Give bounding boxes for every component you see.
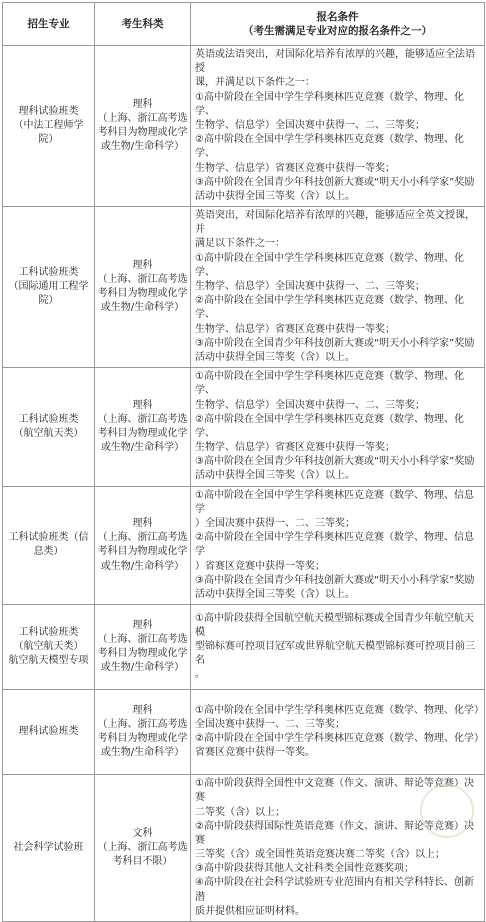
subject-line: （上海、浙江高考选 — [97, 633, 188, 645]
major-cell — [3, 690, 95, 775]
subject-cell — [95, 368, 191, 487]
conditions-line: ②高中阶段在全国中学生学科奥林匹克竞赛（数学、物理、化学） — [195, 733, 484, 745]
conditions-line: 型锦标赛可控项目冠军或世界航空航天模型锦标赛可控项目前三名 — [195, 641, 475, 667]
major-cell — [3, 486, 95, 605]
conditions-line: ③高中阶段在全国青少年科技创新大赛或“明天小小科学家”奖励 — [195, 337, 475, 349]
conditions-line: ①高中阶段在全国中学生学科奥林匹克竞赛（数学、物理、信息学 — [195, 489, 474, 515]
subject-line: 或生物/生命科学） — [100, 662, 185, 674]
subject-line: 或生物/生命科学） — [100, 442, 185, 454]
major-line: 航空航天模型专项 — [8, 655, 89, 667]
conditions-line: 生物学、信息学）全国决赛中获得一、二、三等奖； — [195, 281, 425, 292]
major-cell — [3, 368, 95, 487]
major-cell — [3, 46, 95, 207]
major-line: 理科试验班类 — [18, 726, 79, 738]
header-subject: 考生科类 — [95, 3, 191, 46]
table-row — [3, 368, 485, 487]
major-line: 社会科学试验班 — [13, 841, 84, 853]
conditions-line: ②高中阶段在全国中学生学科奥林匹克竞赛（数学、物理、化学、 — [195, 295, 464, 321]
subject-cell — [95, 207, 191, 368]
conditions-line: 活动中获得全国三等奖（含）以上。 — [195, 190, 355, 202]
subject-line: 理科 — [132, 98, 153, 110]
subject-line: 或生物/生命科学） — [100, 747, 185, 759]
conditions-line: ①高中阶段在全国中学生学科奥林匹克竞赛（数学、物理、化学） — [195, 704, 484, 716]
major-line: （中法工程师学 — [13, 119, 84, 131]
conditions-line: ）全国决赛中获得一、二、三等奖； — [195, 518, 355, 529]
conditions-line: 质并提供相应证明材料。 — [195, 905, 305, 917]
subject-line: 理科 — [132, 619, 153, 631]
conditions-line: 活动中获得全国三等奖（含）以上。 — [195, 351, 355, 363]
conditions-line: ②高中阶段在全国中学生学科奥林匹克竞赛（数学、物理、化学、 — [195, 413, 464, 439]
subject-line: 理科 — [132, 704, 153, 716]
major-line: 院） — [38, 134, 59, 146]
conditions-line: 课，并满足以下条件之一： — [195, 77, 315, 89]
major-line: 工科试验班类 — [18, 413, 79, 425]
conditions-line: ①高中阶段获得全国性中文竞赛（作文、演讲、辩论等竞赛）决赛 — [195, 778, 474, 804]
conditions-line: 全国决赛中获得一、二、三等奖； — [195, 718, 345, 730]
conditions-line: 生物学、信息学）省赛区竞赛中获得一等奖； — [195, 323, 395, 335]
subject-line: 或生物/生命科学） — [100, 560, 185, 572]
subject-cell — [95, 775, 191, 922]
conditions-cell — [191, 368, 485, 487]
conditions-line: 英语或法语突出，对国际化培养有浓厚的兴趣，能够适应全法语授 — [195, 49, 475, 75]
table-row — [3, 775, 485, 922]
subject-line: 考科目为物理或化学 — [97, 648, 188, 660]
conditions-cell — [191, 605, 485, 690]
table-header-row — [3, 3, 485, 46]
conditions-line: ②高中阶段在全国中学生学科奥林匹克竞赛（数学、物理、化学、 — [195, 134, 464, 160]
conditions-line: 省赛区竞赛中获得一等奖。 — [195, 747, 315, 759]
conditions-line: 三等奖（含）或全国性英语竞赛决赛二等奖（含）以上； — [195, 849, 445, 861]
major-line: 工科试验班类 — [18, 626, 79, 638]
conditions-line: 活动中获得全国三等奖（含）以上。 — [195, 588, 355, 600]
conditions-line: ④高中阶段在社会科学试验班专业范围内有相关学科特长、创新潜 — [195, 877, 474, 903]
major-line: （国际通用工程学 — [8, 281, 89, 292]
conditions-cell — [191, 207, 485, 368]
subject-line: 或生物/生命科学） — [100, 141, 185, 153]
subject-line: （上海、浙江高考选 — [97, 112, 188, 124]
conditions-line: ①高中阶段在全国中学生学科奥林匹克竞赛（数学、物理、化学、 — [195, 252, 464, 278]
major-line: 工科试验班类 — [18, 266, 79, 278]
conditions-line: ③高中阶段获得其他人文社科类全国性竞赛奖项； — [195, 863, 414, 875]
conditions-line: 生物学、信息学）全国决赛中获得一、二、三等奖； — [195, 399, 425, 411]
major-cell — [3, 207, 95, 368]
conditions-line: ③高中阶段在全国青少年科技创新大赛或“明天小小科学家”奖励 — [195, 456, 475, 468]
conditions-line: 二等奖（含）以上； — [195, 806, 285, 818]
major-cell — [3, 775, 95, 922]
subject-line: （上海、浙江高考选 — [97, 718, 188, 730]
conditions-line: ③高中阶段在全国青少年科技创新大赛或“明天小小科学家”奖励 — [195, 574, 475, 586]
subject-line: （上海、浙江高考选 — [97, 413, 188, 425]
major-line: 工科试验班类（信 — [8, 532, 89, 544]
subject-cell — [95, 486, 191, 605]
conditions-line: 活动中获得全国三等奖（含）以上。 — [195, 470, 355, 482]
header-major: 招生专业 — [3, 3, 95, 46]
subject-cell — [95, 46, 191, 207]
major-line: 理科试验班类 — [18, 105, 79, 117]
table-row — [3, 690, 485, 775]
subject-cell — [95, 605, 191, 690]
conditions-line: ③高中阶段在全国青少年科技创新大赛或“明天小小科学家”奖励 — [195, 176, 475, 188]
conditions-line: ①高中阶段在全国中学生学科奥林匹克竞赛（数学、物理、化学、 — [195, 371, 464, 397]
subject-line: 理科 — [132, 399, 153, 411]
admission-table — [2, 2, 485, 922]
conditions-line: 生物学、信息学）全国决赛中获得一、二、三等奖； — [195, 119, 425, 131]
subject-line: 考科目不限） — [112, 856, 173, 868]
major-line: 院） — [38, 295, 59, 307]
subject-line: 或生物/生命科学） — [100, 302, 185, 314]
header-conditions-title: 报名条件 — [316, 10, 359, 23]
major-line: 息类） — [33, 546, 64, 558]
subject-line: 考科目为物理或化学 — [97, 427, 188, 439]
table-row — [3, 605, 485, 690]
header-conditions — [191, 3, 485, 46]
conditions-line: ②高中阶段在全国中学生学科奥林匹克竞赛（数学、物理、信息学 — [195, 532, 474, 558]
table-row — [3, 486, 485, 605]
subject-line: （上海、浙江高考选 — [97, 532, 188, 544]
conditions-cell — [191, 46, 485, 207]
conditions-line: 生物学、信息学）省赛区竞赛中获得一等奖； — [195, 162, 395, 174]
header-conditions-subtitle: （考生需满足专业对应的报名条件之一） — [243, 25, 432, 37]
conditions-line: ）省赛区竞赛中获得一等奖； — [195, 560, 325, 572]
subject-line: 理科 — [132, 518, 153, 529]
subject-cell — [95, 690, 191, 775]
subject-line: （上海、浙江高考选 — [97, 273, 188, 285]
table-row — [3, 46, 485, 207]
subject-line: 文科 — [132, 827, 153, 839]
major-line: （航空航天类） — [13, 427, 84, 439]
subject-line: （上海、浙江高考选 — [97, 841, 188, 853]
conditions-cell — [191, 690, 485, 775]
conditions-line: 生物学、信息学）省赛区竞赛中获得一等奖； — [195, 442, 395, 454]
table-row — [3, 207, 485, 368]
conditions-line: 英语突出，对国际化培养有浓厚的兴趣，能够适应全英文授课，并 — [195, 210, 475, 236]
conditions-line: 。 — [195, 669, 205, 681]
conditions-line: ②高中阶段获得国际性英语竞赛（作文、演讲、辩论等竞赛）决赛 — [195, 820, 474, 846]
subject-line: 考科目为物理或化学 — [97, 288, 188, 300]
major-cell — [3, 605, 95, 690]
watermark-seal — [420, 784, 474, 838]
conditions-cell — [191, 486, 485, 605]
subject-line: 考科目为物理或化学 — [97, 733, 188, 745]
subject-line: 考科目为物理或化学 — [97, 546, 188, 558]
subject-line: 理科 — [132, 259, 153, 271]
subject-line: 考科目为物理或化学 — [97, 127, 188, 139]
conditions-line: ①高中阶段获得全国航空航天模型锦标赛或全国青少年航空航天模 — [195, 612, 474, 638]
conditions-line: 满足以下条件之一： — [195, 238, 285, 250]
major-line: （航空航天类） — [13, 641, 84, 653]
conditions-line: ①高中阶段在全国中学生学科奥林匹克竞赛（数学、物理、化学、 — [195, 91, 464, 117]
